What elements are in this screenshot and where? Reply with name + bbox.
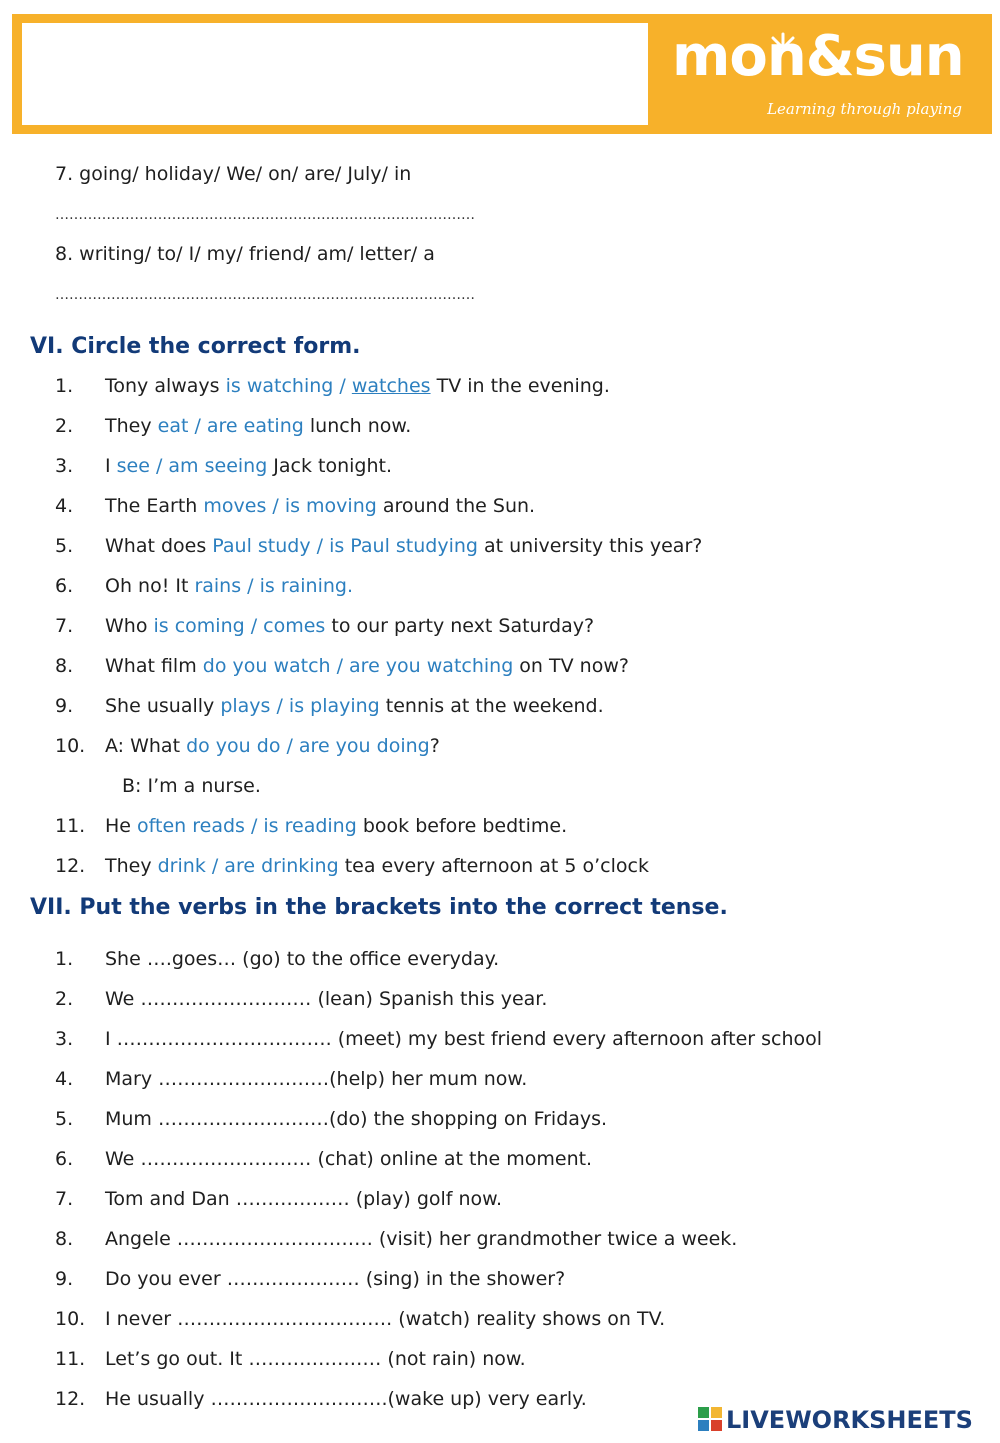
choice-option[interactable]: rains / is raining. [194, 575, 354, 597]
sentence-start: Tony always [105, 375, 226, 397]
monsun-logo [672, 24, 982, 124]
sentence-start: The Earth [105, 495, 204, 517]
sentence-7: 7. going/ holiday/ We/ on/ are/ July/ in [55, 163, 412, 185]
sentence-start: Oh no! It [105, 575, 195, 597]
logo-text: mon&sun [672, 24, 964, 89]
tense-sentence[interactable]: She ….goes… (go) to the office everyday. [105, 948, 500, 970]
item-number: 10. [55, 735, 86, 757]
choice-separator: / [333, 375, 352, 397]
tense-sentence[interactable]: I ……………………………. (meet) my best friend every afternoon after school [105, 1028, 823, 1050]
choice-option[interactable]: eat / are eating [157, 415, 304, 437]
circle-sentence [105, 455, 392, 477]
answer-line-8[interactable]: ……………………………………………………………………………… [55, 287, 475, 303]
item-number: 3. [55, 455, 74, 477]
tense-sentence[interactable]: Mary ………………………(help) her mum now. [105, 1068, 528, 1090]
item-number: 3. [55, 1028, 74, 1050]
choice-option[interactable]: often reads / is reading [137, 815, 357, 837]
sentence-8: 8. writing/ to/ I/ my/ friend/ am/ letter/ a [55, 243, 435, 265]
tense-sentence[interactable]: Angele …………………………. (visit) her grandmother twice a week. [105, 1228, 738, 1250]
sentence-start: They [105, 855, 158, 877]
sentence-start: I [105, 455, 117, 477]
sentence-end: TV in the evening. [430, 375, 610, 397]
item-number: 6. [55, 1148, 74, 1170]
circle-sentence [105, 535, 702, 557]
item-number: 8. [55, 655, 74, 677]
tense-sentence[interactable]: He usually ……………………….(wake up) very early. [105, 1388, 587, 1410]
choice-option[interactable]: moves / is moving [203, 495, 377, 517]
item-number: 5. [55, 535, 74, 557]
sentence-end: ? [429, 735, 440, 757]
sentence-end: Jack tonight. [267, 455, 393, 477]
section-7-heading: VII. Put the verbs in the brackets into the correct tense. [30, 895, 728, 920]
choice-option[interactable]: do you do / are you doing [186, 735, 430, 757]
sentence-start: He [105, 815, 138, 837]
tense-sentence[interactable]: We ……………………… (lean) Spanish this year. [105, 988, 548, 1010]
sentence-end: tea every afternoon at 5 o’clock [338, 855, 649, 877]
item-number: 11. [55, 815, 86, 837]
circle-sentence [105, 695, 604, 717]
choice-option[interactable]: Paul study / is Paul studying [212, 535, 478, 557]
item-number: 1. [55, 375, 74, 397]
sentence-start: Who [105, 615, 154, 637]
circle-sentence [105, 415, 411, 437]
circle-sentence [105, 855, 649, 877]
sentence-start: She usually [105, 695, 221, 717]
circle-sentence [105, 815, 567, 837]
liveworksheets-logo-icon [698, 1407, 722, 1431]
item-number: 11. [55, 1348, 86, 1370]
name-box [22, 23, 648, 125]
tense-sentence[interactable]: Tom and Dan ……………… (play) golf now. [105, 1188, 503, 1210]
answer-line-7[interactable]: ……………………………………………………………………………… [55, 207, 475, 223]
item-number: 7. [55, 1188, 74, 1210]
item-number: 9. [55, 1268, 74, 1290]
item-number: 6. [55, 575, 74, 597]
section-6-heading: VI. Circle the correct form. [30, 334, 361, 359]
liveworksheets-watermark [698, 1406, 973, 1436]
sentence-end: to our party next Saturday? [325, 615, 595, 637]
circle-sentence [105, 735, 440, 757]
sentence-end: around the Sun. [376, 495, 536, 517]
tense-sentence[interactable]: Let’s go out. It ………………… (not rain) now. [105, 1348, 526, 1370]
item-number: 12. [55, 855, 86, 877]
item-number: 10. [55, 1308, 86, 1330]
item-number: 7. [55, 615, 74, 637]
sentence-start: They [105, 415, 158, 437]
sentence-end: lunch now. [303, 415, 412, 437]
tense-sentence[interactable]: I never ……………………………. (watch) reality shows on TV. [105, 1308, 666, 1330]
sentence-start: What film [105, 655, 203, 677]
sentence-end: book before bedtime. [356, 815, 568, 837]
choice-option[interactable]: plays / is playing [220, 695, 380, 717]
circle-sentence [122, 775, 261, 797]
sentence-start: A: What [105, 735, 187, 757]
circle-sentence [105, 655, 629, 677]
item-number: 1. [55, 948, 74, 970]
sentence-start: What does [105, 535, 213, 557]
item-number: 5. [55, 1108, 74, 1130]
item-number: 4. [55, 495, 74, 517]
circle-sentence [105, 575, 353, 597]
circle-sentence [105, 495, 535, 517]
item-number: 8. [55, 1228, 74, 1250]
item-number: 12. [55, 1388, 86, 1410]
sentence-end: tennis at the weekend. [379, 695, 604, 717]
tense-sentence[interactable]: Mum ………………………(do) the shopping on Fridays. [105, 1108, 608, 1130]
choice-option[interactable]: drink / are drinking [157, 855, 339, 877]
circle-sentence [105, 615, 594, 637]
header-banner [12, 14, 992, 134]
sentence-start: B: I’m a nurse. [122, 775, 261, 797]
choice-option[interactable]: do you watch / are you watching [202, 655, 514, 677]
watermark-text: LIVEWORKSHEETS [726, 1406, 973, 1434]
tense-sentence[interactable]: We ……………………… (chat) online at the moment. [105, 1148, 593, 1170]
item-number: 2. [55, 415, 74, 437]
item-number: 9. [55, 695, 74, 717]
sentence-end: at university this year? [477, 535, 703, 557]
choice-option[interactable]: is coming / comes [153, 615, 326, 637]
circle-sentence [105, 375, 610, 397]
logo-tagline: Learning through playing [767, 100, 962, 118]
sentence-end: on TV now? [513, 655, 629, 677]
item-number: 4. [55, 1068, 74, 1090]
choice-option-selected[interactable]: watches [351, 375, 431, 397]
tense-sentence[interactable]: Do you ever ………………… (sing) in the shower? [105, 1268, 566, 1290]
choice-option[interactable]: see / am seeing [116, 455, 268, 477]
item-number: 2. [55, 988, 74, 1010]
choice-option[interactable]: is watching [225, 375, 334, 397]
